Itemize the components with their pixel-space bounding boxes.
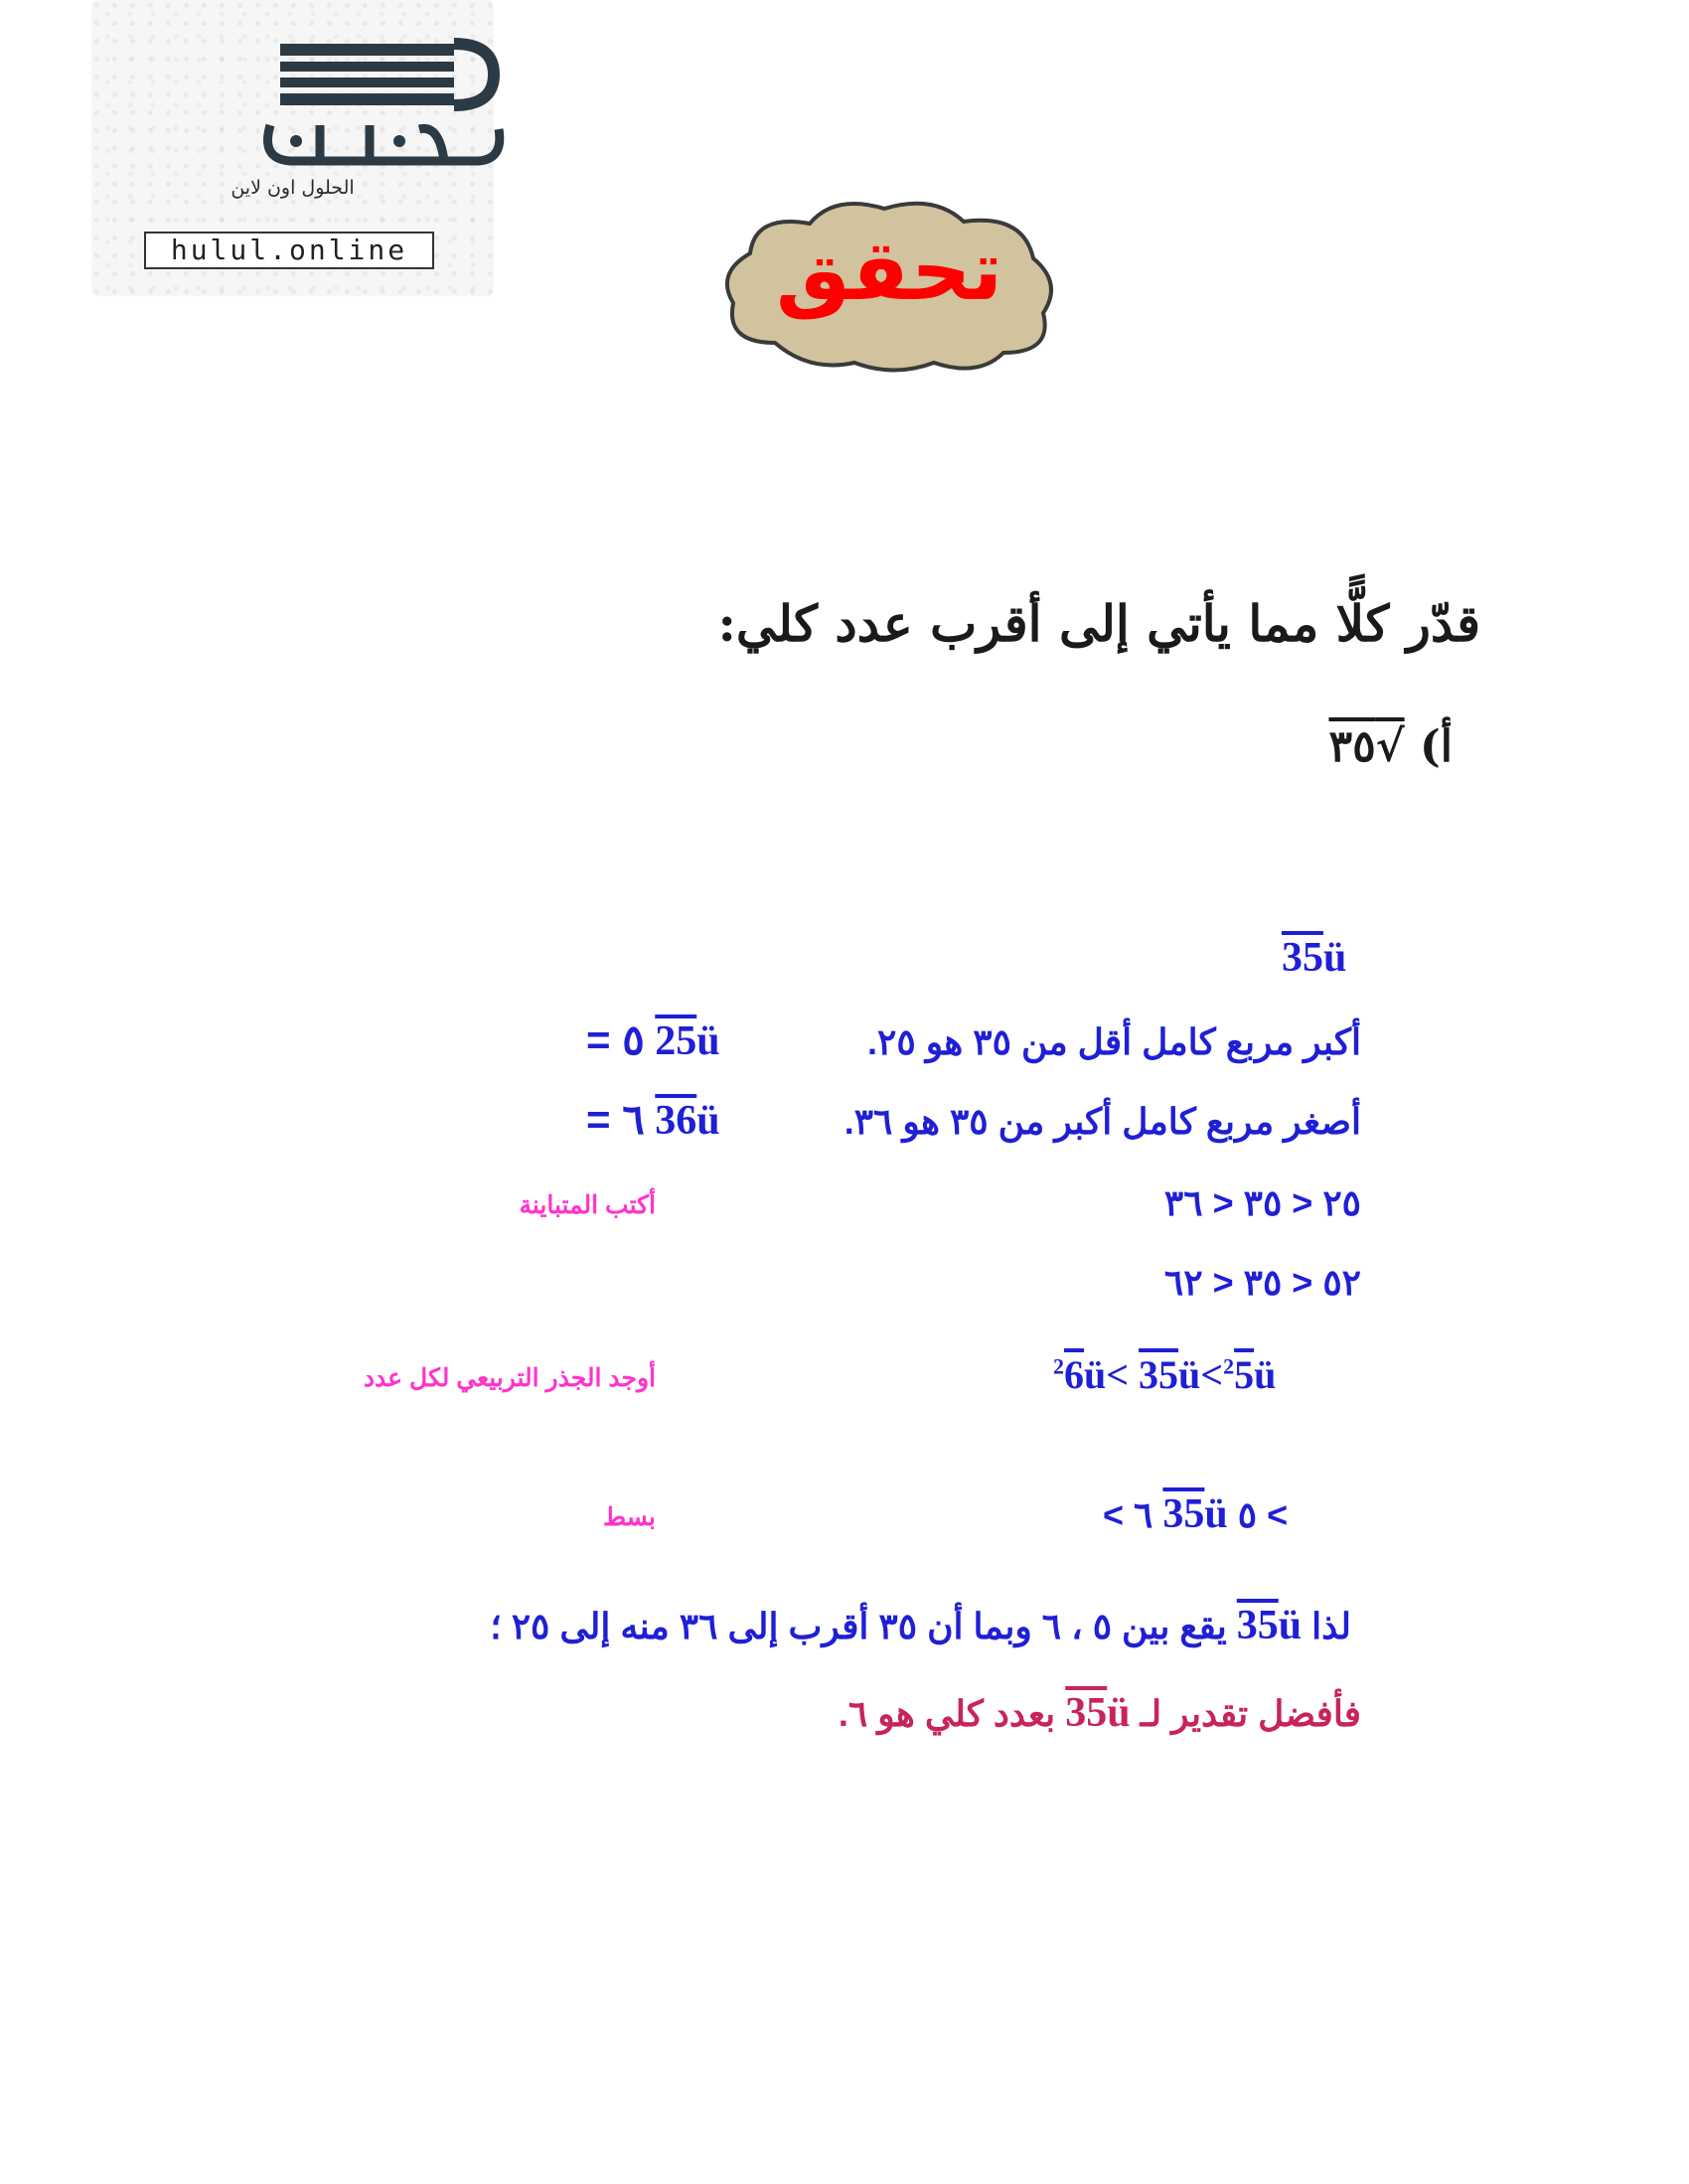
radicand-a: 5 [1234,1352,1255,1397]
solution-line-3-text: أصغر مربع كامل أكبر من ٣٥ هو ٣٦. [844,1101,1361,1142]
lower: ٥ < [1237,1494,1289,1535]
root-glyph: ü [696,1018,720,1064]
exp: 2 [1053,1353,1064,1379]
lt-sign: < [1200,1352,1224,1397]
solution-line-1 [1282,934,1346,982]
logo-emblem [250,30,519,179]
page-title: تحقق [775,222,1003,319]
suffix: يقع بين ٥ ، ٦ وبما أن ٣٥ أقرب إلى ٣٦ منه إلى ٢٥ ؛ [490,1606,1227,1646]
root-glyph: ü [1254,1352,1277,1397]
prefix: لذا [1311,1606,1351,1646]
root-glyph: ü [1204,1491,1228,1537]
root-glyph: ü [1278,1603,1303,1648]
logo-url: hulul.online [144,232,434,269]
result: = ٦ [586,1096,645,1143]
root-glyph: ü [1323,935,1347,981]
solution-line-2-root [586,1015,720,1065]
exercise-label [1328,721,1453,772]
solution-line-6 [1053,1351,1276,1398]
solution-line-7 [1103,1490,1288,1538]
note-find-root: أوجد الجذر التربيعي لكل عدد [363,1364,656,1392]
radicand: 35 [1282,935,1323,981]
solution-line-3-root [586,1095,720,1145]
root-glyph: ü [1178,1352,1201,1397]
result: = ٥ [586,1016,645,1063]
logo-tagline: الحلول اون لاين [230,177,355,199]
upper: < ٦ [1103,1494,1153,1535]
radicand: 35 [1162,1491,1205,1537]
exp: 2 [1223,1353,1235,1379]
root-glyph: ü [1084,1352,1107,1397]
solution-conclusion [839,1689,1361,1737]
exercise-radical: √٣٥ [1328,721,1405,772]
solution-line-8 [490,1602,1351,1649]
solution-line-5: ٥٢ < ٣٥ < ٦٢ [1163,1262,1361,1303]
exercise-radicand: ٣٥ [1328,721,1376,772]
root-glyph: ü [696,1098,720,1144]
radicand: 25 [655,1018,697,1064]
note-simplify: بسط [603,1503,656,1531]
radicand: 35 [1236,1603,1279,1648]
prefix: فأفضل تقدير لـ [1140,1693,1361,1734]
root-glyph: ü [1107,1690,1131,1736]
radicand: 35 [1065,1690,1108,1736]
suffix: بعدد كلي هو ٦. [838,1693,1056,1734]
note-write-inequality: أكتب المتباينة [519,1191,656,1219]
radicand: 36 [655,1098,697,1144]
lt-sign: < [1106,1352,1130,1397]
radicand-c: 6 [1064,1352,1084,1397]
solution-line-4: ٢٥ < ٣٥ < ٣٦ [1163,1182,1361,1223]
radicand-b: 35 [1139,1352,1179,1397]
solution-line-2-text: أكبر مربع كامل أقل من ٣٥ هو ٢٥. [867,1021,1361,1062]
instruction-text: قدّر كلًّا مما يأتي إلى أقرب عدد كلي: [717,594,1480,653]
exercise-prefix: أ) [1419,721,1453,772]
